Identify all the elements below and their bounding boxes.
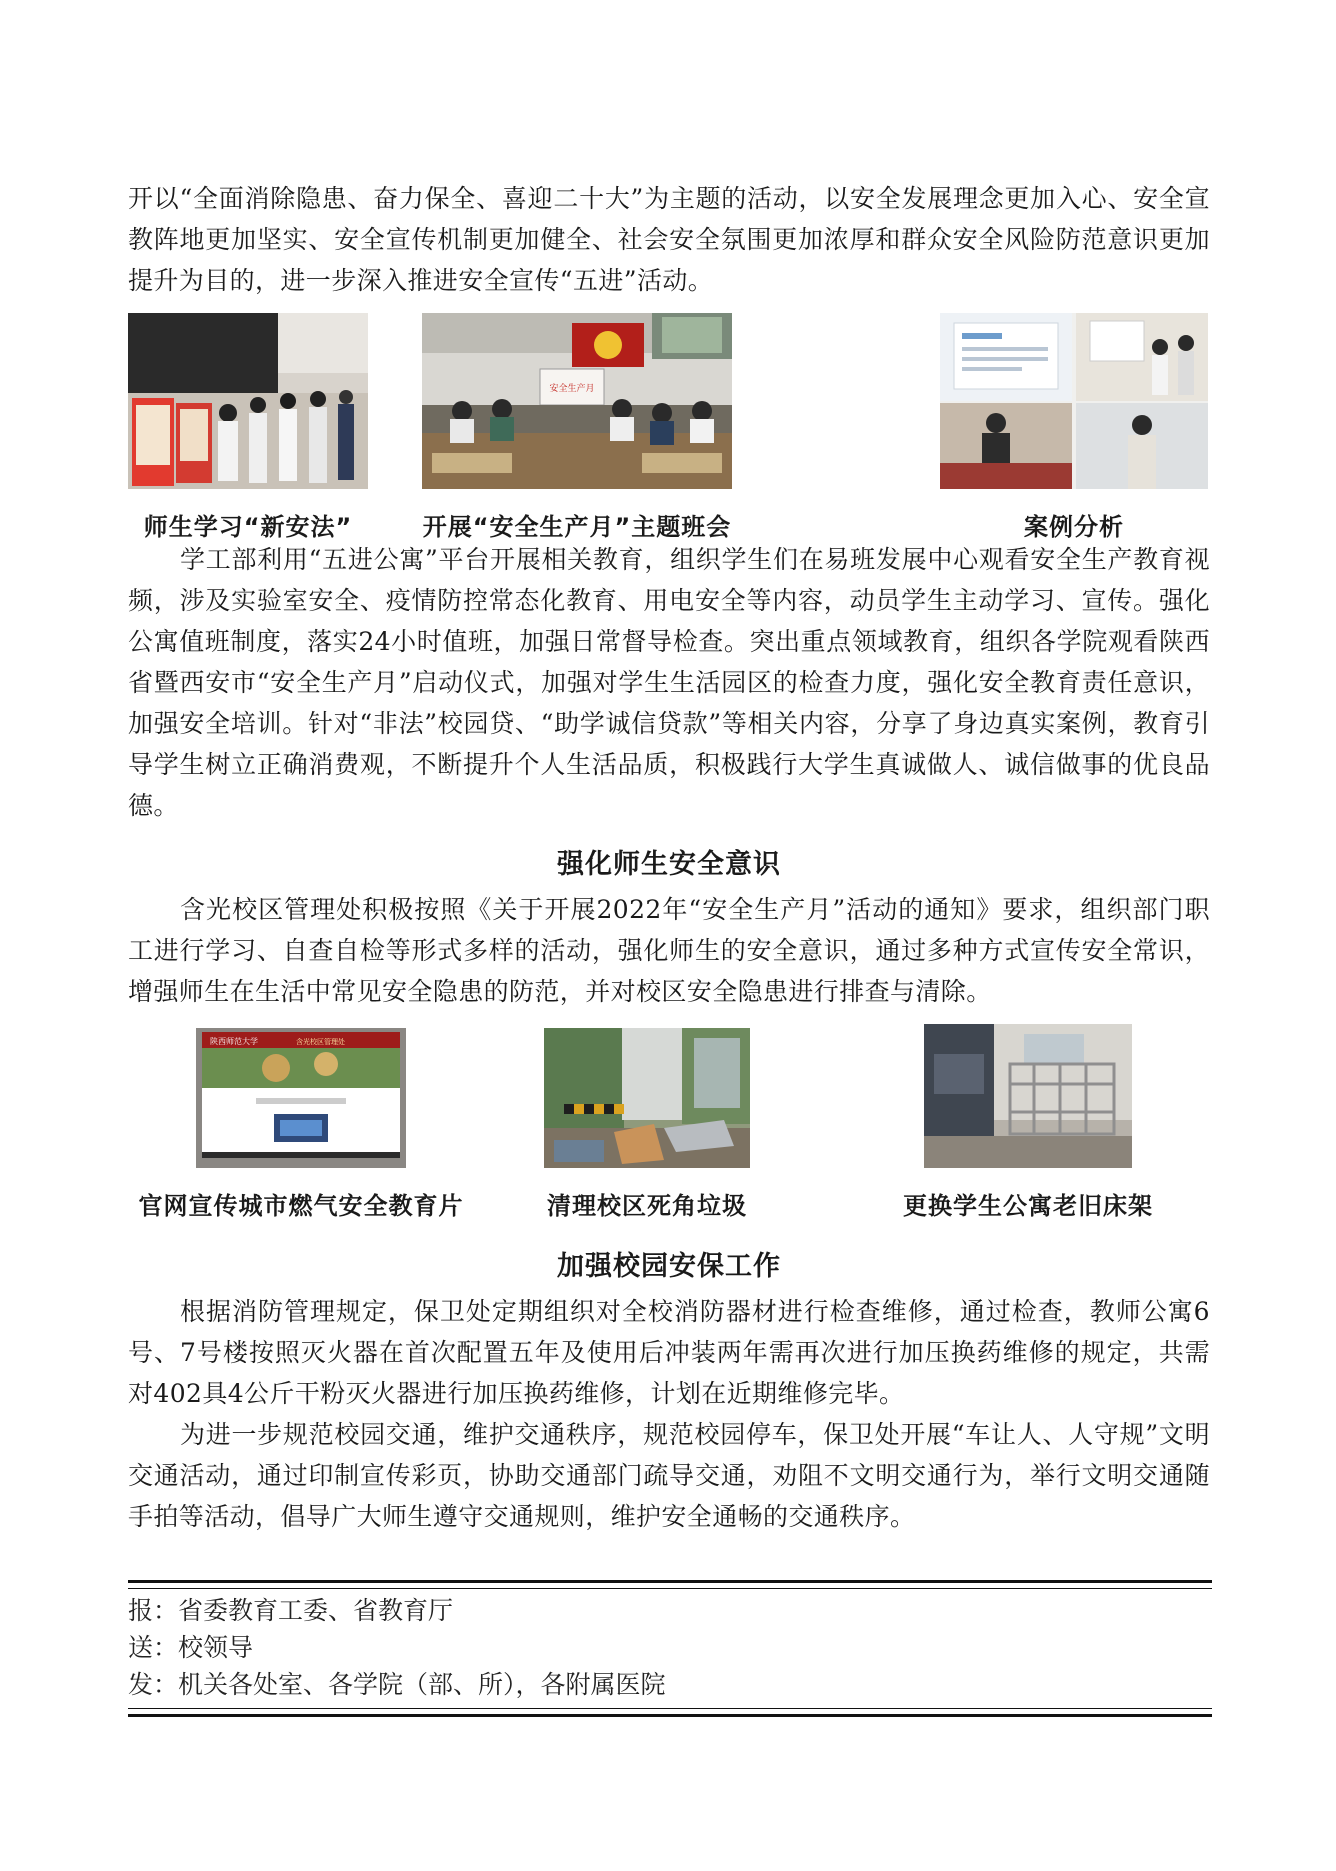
website-subtitle-text: 含光校区管理处 [296,1038,345,1046]
distribution-bao-label: 报： [128,1596,179,1625]
distribution-list [128,1592,1212,1703]
paragraph-fire-equipment: 根据消防管理规定，保卫处定期组织对全校消防器材进行检查维修，通过检查，教师公寓6号、7号楼按照灭火器在首次配置五年及使用后冲装两年需再次进行加压换药维修的规定，共需对402具4公斤干粉灭火器进行加压换药维修，计划在近期维修完毕。 [128,1297,1210,1408]
distribution-song [128,1629,1212,1666]
section-heading-campus-security: 加强校园安保工作 [557,1251,781,1282]
caption-website-gas-safety: 官网宣传城市燃气安全教育片 [138,1192,464,1220]
caption-case-analysis: 案例分析 [1024,513,1124,541]
document-body [128,178,1210,1537]
distribution-fa-label: 发： [128,1670,179,1699]
distribution-bao [128,1592,1212,1629]
paragraph-student-affairs: 学工部利用“五进公寓”平台开展相关教育，组织学生们在易班发展中心观看安全生产教育视频，涉及实验室安全、疫情防控常态化教育、用电安全等内容，动员学生主动学习、宣传。强化公寓值班制度，落实24小时值班，加强日常督导检查。突出重点领域教育，组织各学院观看陕西省暨西安市“安全生产月”启动仪式，加强对学生生活园区的检查力度，强化安全教育责任意识，加强安全培训。针对“非法”校园贷、“助学诚信贷款”等相关内容，分享了身边真实案例，教育引导学生树立正确消费观，不断提升个人生活品质，积极践行大学生真诚做人、诚信做事的优良品德。 [128,545,1210,820]
photo-theme-class-meeting [422,313,732,489]
caption-replace-bed-frames: 更换学生公寓老旧床架 [903,1192,1153,1220]
paragraph-campus-traffic: 为进一步规范校园交通，维护交通秩序，规范校园停车，保卫处开展“车让人、人守规”文明交通活动，通过印制宣传彩页，协助交通部门疏导交通，劝阻不文明交通行为，举行文明交通随手拍等活动，倡导广大师生遵守交通规则，维护安全通畅的交通秩序。 [128,1420,1210,1531]
footer-top-rule [128,1580,1212,1589]
photo-case-analysis [940,313,1208,489]
photo-students-study [128,313,368,489]
distribution-fa [128,1666,1212,1703]
section-heading-safety-awareness: 强化师生安全意识 [557,849,781,880]
photo-row-1 [128,307,1210,539]
distribution-song-value: 校领导 [178,1633,254,1662]
footer-bottom-rule [128,1708,1212,1717]
paragraph-hanguang-campus: 含光校区管理处积极按照《关于开展2022年“安全生产月”活动的通知》要求，组织部门职工进行学习、自查自检等形式多样的活动，强化师生的安全意识，通过多种方式宣传安全常识，增强师生在生活中常见安全隐患的防范，并对校区安全隐患进行排查与清除。 [128,895,1210,1006]
photo-row-2 [128,1018,1210,1228]
photo-replace-bed-frames [924,1024,1132,1168]
paragraph-intro: 开以“全面消除隐患、奋力保全、喜迎二十大”为主题的活动，以安全发展理念更加入心、安全宣教阵地更加坚实、安全宣传机制更加健全、社会安全氛围更加浓厚和群众安全风险防范意识更加提升为目的，进一步深入推进安全宣传“五进”活动。 [128,184,1210,295]
caption-clear-garbage: 清理校区死角垃圾 [547,1192,747,1220]
distribution-fa-value: 机关各处室、各学院（部、所），各附属医院 [178,1670,666,1699]
distribution-bao-value: 省委教育工委、省教育厅 [178,1596,454,1625]
distribution-song-label: 送： [128,1633,179,1662]
banner-text: 安全生产月 [549,384,595,394]
photo-website-gas-safety [196,1028,406,1168]
caption-theme-class-meeting: 开展“安全生产月”主题班会 [422,513,732,541]
caption-students-study: 师生学习“新安法” [143,513,353,541]
website-title-text: 陕西师范大学 [210,1037,258,1046]
photo-clear-garbage [544,1028,750,1168]
